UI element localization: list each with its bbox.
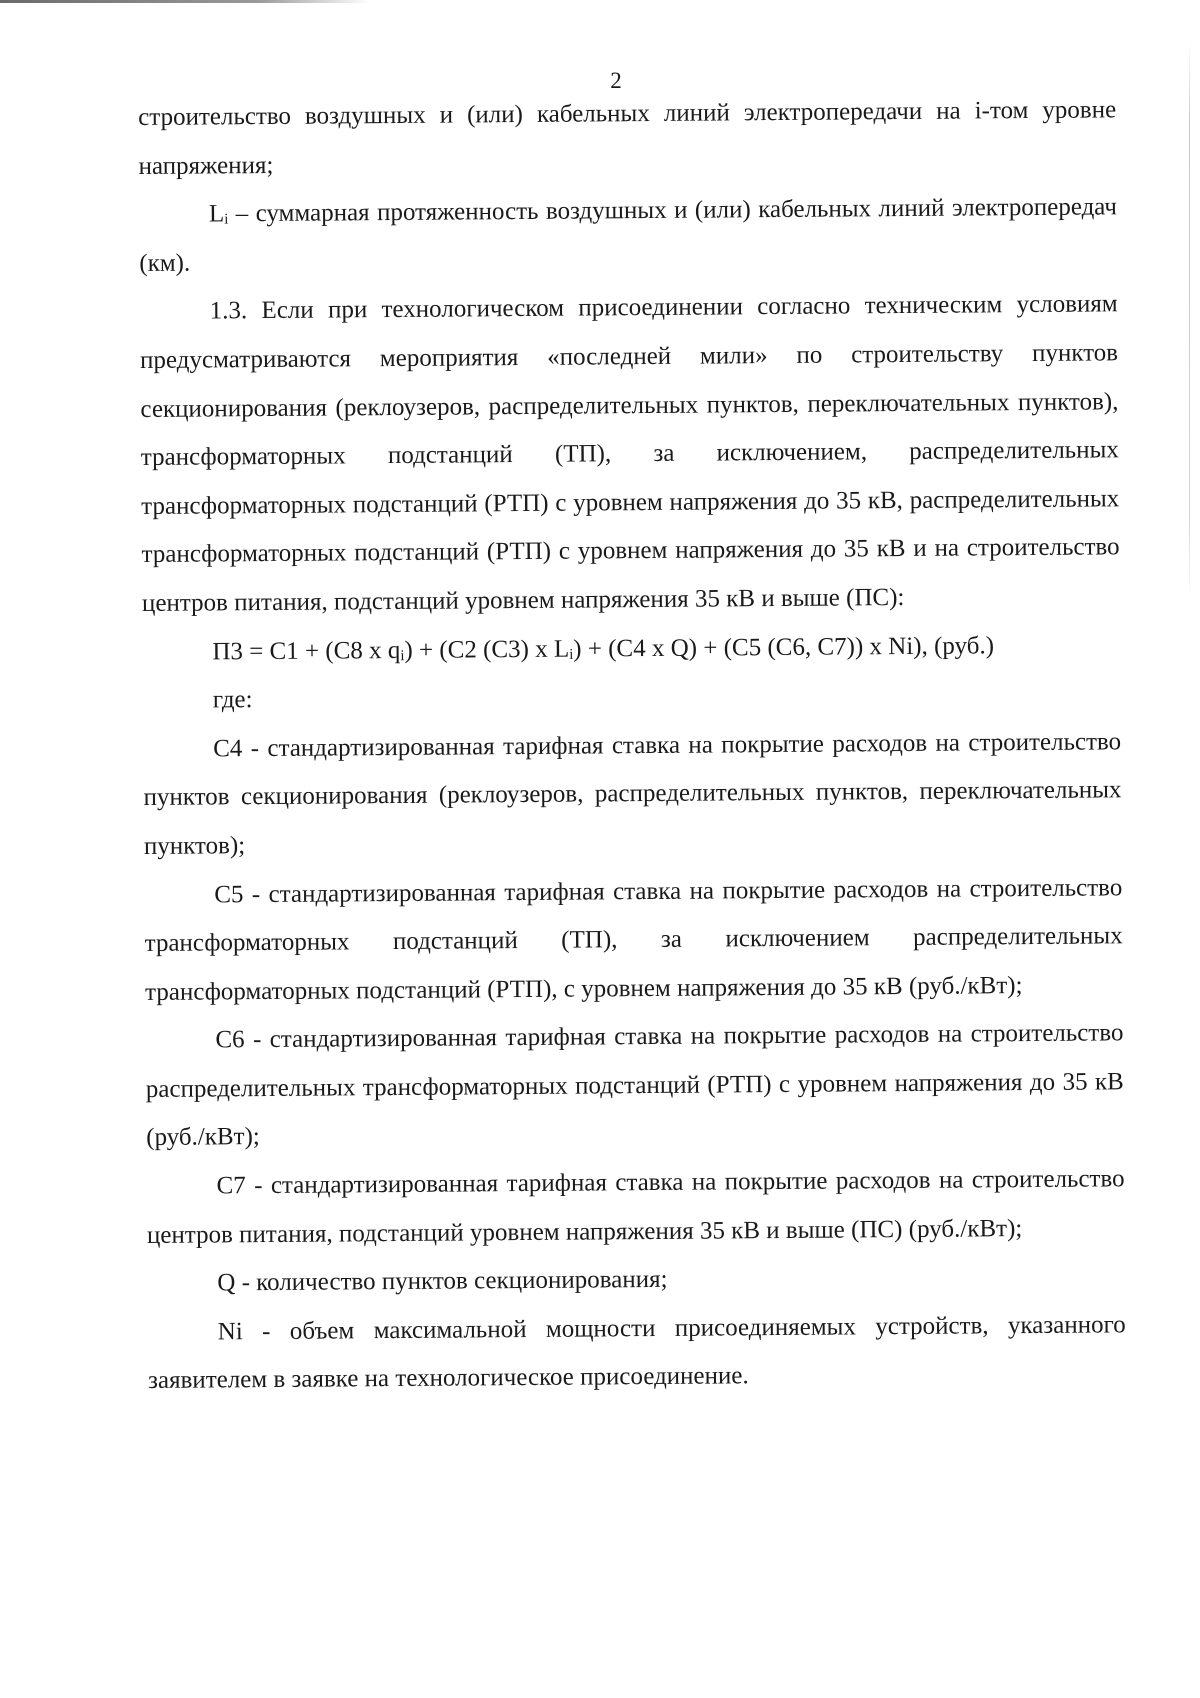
paragraph-line-definition-continued: строительство воздушных и (или) кабельных линий электропередачи на i-том уровне напряжения; <box>138 96 1117 180</box>
paragraph-c5-definition: С5 - стандартизированная тарифная ставка на покрытие расходов на строительство трансформаторных подстанций (ТП), за исключением распределительных трансформаторных подстанций (РТП), с уровнем напряжения до 35 кВ (руб./кВт); <box>144 873 1123 1006</box>
document-body <box>138 86 1126 1406</box>
paragraph-c6-definition: С6 - стандартизированная тарифная ставка на покрытие расходов на строительство распределительных трансформаторных подстанций (РТП) с уровнем напряжения до 35 кВ (руб./кВт); <box>145 1019 1124 1152</box>
scan-right-edge <box>1189 40 1190 600</box>
paragraph-ni-definition: Ni - объем максимальной мощности присоединяемых устройств, указанного заявителем в заявке на технологическое присоединение. <box>148 1311 1126 1395</box>
paragraph-c4-definition: С4 - стандартизированная тарифная ставка на покрытие расходов на строительство пунктов секционирования (реклоузеров, распределительных пунктов, переключательных пунктов); <box>143 728 1122 860</box>
formula-p3: П3 = С1 + (С8 х qᵢ) + (С2 (С3) х Lᵢ) + (С4 х Q) + (С5 (С6, С7)) х Ni), (руб.) <box>212 631 995 665</box>
paragraph-q-definition: Q - количество пунктов секционирования; <box>217 1266 668 1297</box>
page-number: 2 <box>610 68 622 93</box>
paragraph-c7-definition: С7 - стандартизированная тарифная ставка на покрытие расходов на строительство центров питания, подстанций уровнем напряжения 35 кВ и выше (ПС) (руб./кВт); <box>146 1165 1125 1249</box>
formula-where-label: где: <box>212 686 253 714</box>
scan-top-edge <box>0 0 370 3</box>
paragraph-li-definition: Lᵢ – суммарная протяженность воздушных и (или) кабельных линий электропередач (км). <box>139 193 1118 277</box>
paragraph-clause-1-3: 1.3. Если при технологическом присоединении согласно техническим условиям предусматриваются мероприятия «последней мили» по строительству пунктов секционирования (реклоузеров, распределительных пунктов, переключательных пунктов), трансформаторных подстанций (ТП), за исключением, распределительных трансформаторных подстанций (РТП) с уровнем напряжения до 35 кВ, распределительных трансформаторных подстанций (РТП) с уровнем напряжения до 35 кВ и на строительство центров питания, подстанций уровнем напряжения 35 кВ и выше (ПС): <box>139 290 1120 617</box>
